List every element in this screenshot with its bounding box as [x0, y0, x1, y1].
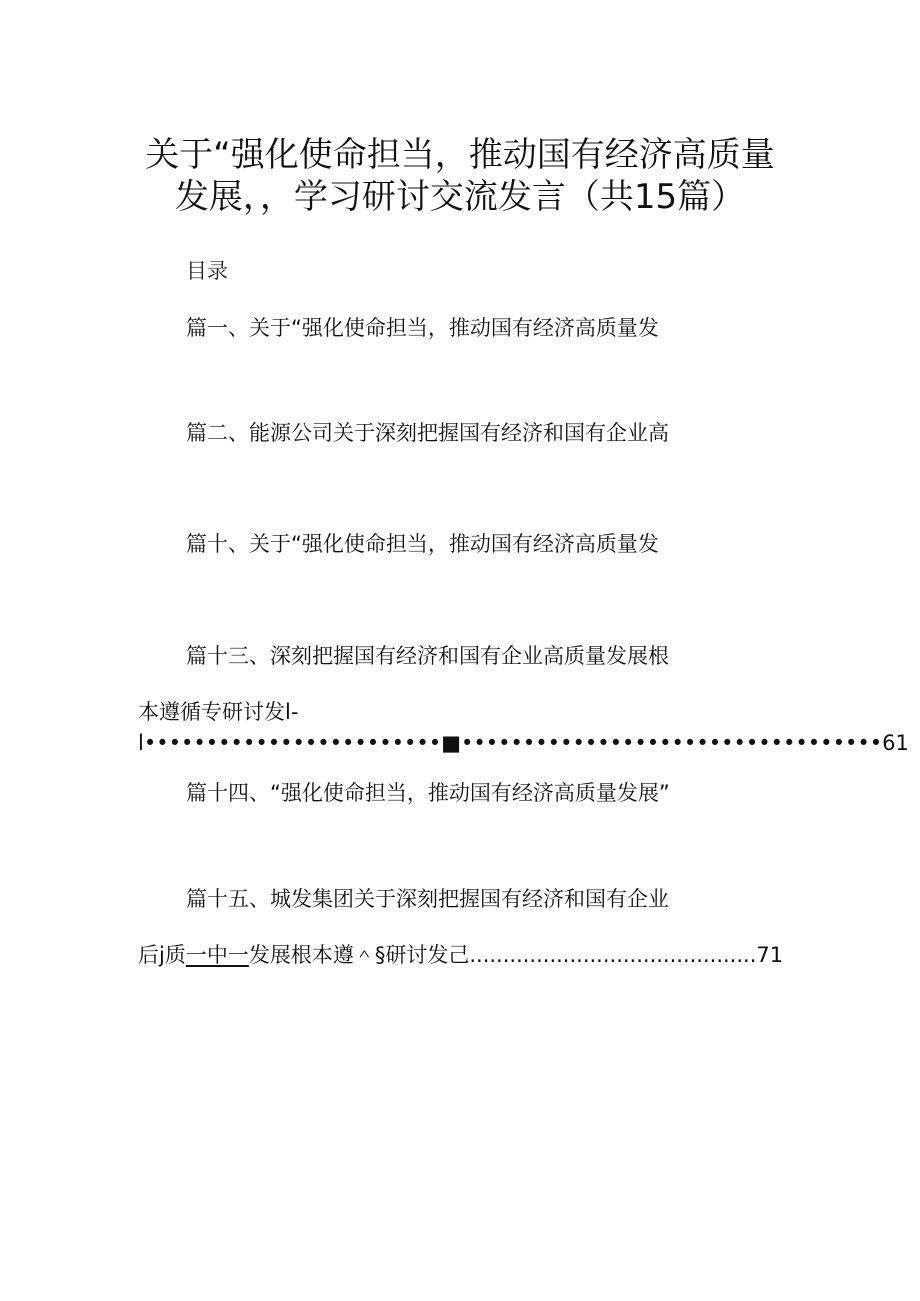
toc-entry-6-continuation[interactable] [138, 940, 783, 970]
document-title-line-2: 发展，，学习研讨交流发言（共15篇） [174, 177, 746, 217]
continuation-text: 后j质 [138, 943, 186, 967]
document-title-line-1: 关于“强化使命担当，推动国有经济高质量 [145, 135, 775, 175]
toc-entry-4-leader-line [138, 728, 909, 758]
toc-entry-6[interactable]: 篇十五、城发集团关于深刻把握国有经济和国有企业 [186, 887, 669, 911]
toc-entry-2[interactable]: 篇二、能源公司关于深刻把握国有经济和国有企业高 [186, 421, 669, 445]
toc-entry-4[interactable]: 篇十三、深刻把握国有经济和国有企业高质量发展根 [186, 644, 669, 668]
continuation-text: 发展根本遵＾§研讨发己 [248, 943, 470, 967]
leader-start: l [138, 731, 144, 755]
toc-entry-4-continuation[interactable]: 本遵循专研讨发l- [138, 700, 299, 724]
toc-entry-1[interactable]: 篇一、关于“强化使命担当，推动国有经济高质量发 [186, 316, 659, 340]
toc-page-number: 61 [882, 731, 909, 755]
underlined-text: 一中一 [185, 943, 249, 967]
leader-dots: •••••••••••••••••••••••••••••••••• [460, 731, 883, 755]
toc-entry-5[interactable]: 篇十四、“强化使命担当，推动国有经济高质量发展” [186, 781, 670, 805]
leader-dots: •••••••••••••••••••••••• [143, 731, 442, 755]
leader-mark: ■ [441, 731, 461, 755]
toc-page-number: 71 [756, 943, 784, 967]
leader-dots: ........................................... [469, 943, 757, 967]
toc-entry-3[interactable]: 篇十、关于“强化使命担当，推动国有经济高质量发 [186, 532, 659, 556]
toc-heading: 目录 [186, 259, 228, 283]
